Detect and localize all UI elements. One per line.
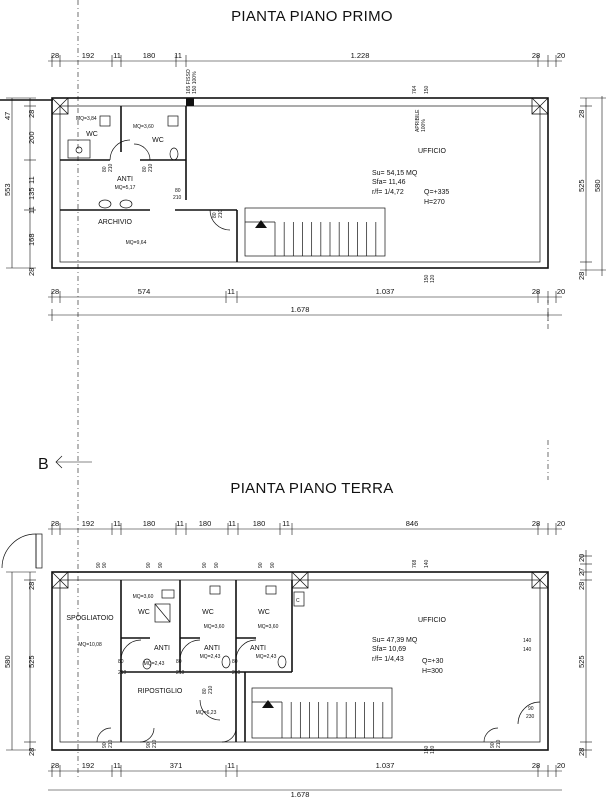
svg-text:Q=+335: Q=+335 xyxy=(424,189,450,196)
svg-text:150: 150 xyxy=(424,85,430,94)
svg-text:768: 768 xyxy=(412,559,418,568)
entrance-door xyxy=(2,534,42,568)
svg-text:28: 28 xyxy=(577,109,586,118)
svg-text:80: 80 xyxy=(176,659,182,665)
svg-text:MQ=3,60: MQ=3,60 xyxy=(203,624,225,630)
svg-text:MQ=10,08: MQ=10,08 xyxy=(78,642,102,648)
dimension-line-left-first-floor xyxy=(3,98,36,276)
svg-text:210: 210 xyxy=(118,670,127,676)
dimension-line-right-ground-floor xyxy=(577,550,592,758)
svg-text:210: 210 xyxy=(176,670,185,676)
svg-text:525: 525 xyxy=(577,655,586,668)
svg-text:11: 11 xyxy=(227,287,235,296)
svg-text:210: 210 xyxy=(173,195,182,201)
svg-text:1.228: 1.228 xyxy=(350,51,370,60)
svg-text:200: 200 xyxy=(27,131,36,144)
svg-text:11: 11 xyxy=(113,519,121,528)
svg-text:165 FISSO: 165 FISSO xyxy=(186,69,192,94)
svg-text:210: 210 xyxy=(148,163,154,172)
svg-text:11: 11 xyxy=(227,761,235,770)
svg-text:SPOGLIATOIO: SPOGLIATOIO xyxy=(66,615,114,622)
dimension-line-bottom-first-floor xyxy=(48,287,565,321)
svg-text:150: 150 xyxy=(424,745,430,754)
svg-text:28: 28 xyxy=(531,519,541,528)
svg-text:WC: WC xyxy=(86,131,98,138)
svg-text:MQ=3,60: MQ=3,60 xyxy=(257,624,279,630)
svg-text:Sfa= 10,69: Sfa= 10,69 xyxy=(372,646,407,653)
svg-text:90: 90 xyxy=(102,562,108,568)
svg-text:1.678: 1.678 xyxy=(290,790,310,799)
svg-text:MQ=3,84: MQ=3,84 xyxy=(76,116,97,122)
room-data-ground-floor xyxy=(372,637,444,675)
stairs-ground-floor xyxy=(262,700,383,738)
svg-text:120: 120 xyxy=(430,745,436,754)
svg-text:28: 28 xyxy=(27,747,36,756)
svg-text:11: 11 xyxy=(282,519,290,528)
svg-text:180: 180 xyxy=(142,51,156,60)
svg-text:764: 764 xyxy=(412,85,418,94)
svg-text:1.037: 1.037 xyxy=(375,761,395,770)
svg-text:210: 210 xyxy=(152,739,158,748)
section-marker-b xyxy=(38,456,92,473)
svg-text:20: 20 xyxy=(556,519,566,528)
svg-text:525: 525 xyxy=(577,179,586,192)
svg-text:MQ=5,17: MQ=5,17 xyxy=(114,185,136,191)
svg-text:Su= 54,15 MQ: Su= 54,15 MQ xyxy=(372,170,418,177)
svg-text:r/f= 1/4,72: r/f= 1/4,72 xyxy=(372,189,404,196)
svg-text:80: 80 xyxy=(142,166,148,172)
room-labels-ground-floor xyxy=(66,594,446,716)
dimension-line-bottom-ground-floor xyxy=(48,761,565,799)
svg-text:B: B xyxy=(38,456,49,473)
svg-text:MQ=6,23: MQ=6,23 xyxy=(195,710,217,716)
svg-text:WC: WC xyxy=(258,609,270,616)
svg-text:580: 580 xyxy=(593,179,602,192)
svg-text:WC: WC xyxy=(138,609,150,616)
svg-text:28: 28 xyxy=(50,761,60,770)
first-floor-walls xyxy=(0,98,548,268)
svg-text:28: 28 xyxy=(531,51,541,60)
svg-text:168: 168 xyxy=(27,233,36,246)
dimension-line-top xyxy=(48,51,565,67)
svg-text:90: 90 xyxy=(158,562,164,568)
svg-text:MQ=2,43: MQ=2,43 xyxy=(199,654,221,660)
svg-text:28: 28 xyxy=(577,581,586,590)
svg-text:140: 140 xyxy=(424,559,430,568)
room-data-first-floor xyxy=(372,170,449,206)
svg-text:11: 11 xyxy=(27,176,36,184)
svg-text:ANTI: ANTI xyxy=(117,176,133,183)
svg-text:ARCHIVIO: ARCHIVIO xyxy=(98,219,132,226)
svg-text:RIPOSTIGLIO: RIPOSTIGLIO xyxy=(137,688,183,695)
svg-text:90: 90 xyxy=(146,562,152,568)
stair-arrow xyxy=(255,220,267,228)
svg-text:28: 28 xyxy=(50,51,60,60)
svg-text:WC: WC xyxy=(152,137,164,144)
svg-text:28: 28 xyxy=(27,581,36,590)
svg-text:28: 28 xyxy=(27,109,36,118)
svg-text:47: 47 xyxy=(3,111,12,120)
svg-text:90: 90 xyxy=(102,742,108,748)
svg-text:371: 371 xyxy=(169,761,183,770)
svg-text:28: 28 xyxy=(50,287,60,296)
svg-text:210: 210 xyxy=(108,163,114,172)
dimension-line-top-ground-floor xyxy=(48,519,565,535)
svg-text:90: 90 xyxy=(258,562,264,568)
svg-text:28: 28 xyxy=(531,761,541,770)
svg-text:WC: WC xyxy=(202,609,214,616)
svg-text:180: 180 xyxy=(142,519,156,528)
svg-text:150 100%: 150 100% xyxy=(192,71,198,94)
svg-text:210: 210 xyxy=(496,739,502,748)
svg-text:150: 150 xyxy=(424,274,430,283)
svg-text:H=300: H=300 xyxy=(422,668,443,675)
svg-text:192: 192 xyxy=(81,519,95,528)
svg-text:20: 20 xyxy=(556,51,566,60)
svg-text:APRIBILE: APRIBILE xyxy=(415,109,421,132)
svg-text:11: 11 xyxy=(174,51,182,60)
svg-text:580: 580 xyxy=(3,655,12,668)
svg-text:11: 11 xyxy=(113,761,121,770)
svg-text:210: 210 xyxy=(232,670,241,676)
plan-title-first-floor: PIANTA PIANO PRIMO xyxy=(231,8,393,25)
svg-text:90: 90 xyxy=(270,562,276,568)
svg-text:210: 210 xyxy=(108,739,114,748)
svg-text:20: 20 xyxy=(556,287,566,296)
svg-text:120: 120 xyxy=(430,274,436,283)
svg-text:1.037: 1.037 xyxy=(375,287,395,296)
svg-text:MQ=2,43: MQ=2,43 xyxy=(143,661,165,667)
opening-annotations-ground-floor xyxy=(96,559,535,754)
svg-text:27: 27 xyxy=(577,567,586,576)
svg-text:90: 90 xyxy=(490,742,496,748)
svg-text:100%: 100% xyxy=(421,119,427,132)
svg-text:28: 28 xyxy=(531,287,541,296)
svg-text:28: 28 xyxy=(27,267,36,276)
svg-text:Q=+30: Q=+30 xyxy=(422,658,444,665)
svg-text:80: 80 xyxy=(102,166,108,172)
svg-text:1.678: 1.678 xyxy=(290,305,310,314)
svg-text:574: 574 xyxy=(137,287,151,296)
svg-text:180: 180 xyxy=(198,519,212,528)
svg-text:80: 80 xyxy=(232,659,238,665)
svg-text:80: 80 xyxy=(118,659,124,665)
stair-arrow xyxy=(262,700,274,708)
svg-text:80: 80 xyxy=(212,212,218,218)
svg-text:140: 140 xyxy=(523,638,532,644)
svg-text:Su= 47,39 MQ: Su= 47,39 MQ xyxy=(372,637,418,644)
dimension-line-right-first-floor xyxy=(577,96,606,280)
stairs-first-floor xyxy=(255,220,376,256)
svg-text:UFFICIO: UFFICIO xyxy=(418,617,446,624)
svg-text:525: 525 xyxy=(27,655,36,668)
svg-text:11: 11 xyxy=(27,206,36,214)
svg-text:28: 28 xyxy=(577,747,586,756)
svg-text:846: 846 xyxy=(405,519,419,528)
svg-text:ANTI: ANTI xyxy=(250,645,266,652)
svg-text:ANTI: ANTI xyxy=(154,645,170,652)
svg-text:553: 553 xyxy=(3,183,12,196)
svg-text:135: 135 xyxy=(27,187,36,200)
svg-text:MQ=3,60: MQ=3,60 xyxy=(132,594,154,600)
svg-text:90: 90 xyxy=(528,706,534,712)
svg-text:MQ=9,64: MQ=9,64 xyxy=(125,240,147,246)
svg-text:230: 230 xyxy=(526,714,535,720)
svg-text:UFFICIO: UFFICIO xyxy=(418,148,446,155)
svg-text:H=270: H=270 xyxy=(424,199,445,206)
svg-text:140: 140 xyxy=(523,647,532,653)
svg-text:r/f= 1/4,43: r/f= 1/4,43 xyxy=(372,656,404,663)
svg-text:180: 180 xyxy=(252,519,266,528)
svg-text:210: 210 xyxy=(218,209,224,218)
svg-text:80: 80 xyxy=(175,188,181,194)
svg-text:MQ=3,60: MQ=3,60 xyxy=(133,124,154,130)
svg-text:C: C xyxy=(296,598,300,604)
svg-text:90: 90 xyxy=(146,742,152,748)
svg-text:11: 11 xyxy=(176,519,184,528)
svg-text:192: 192 xyxy=(81,51,95,60)
svg-text:28: 28 xyxy=(577,271,586,280)
svg-text:192: 192 xyxy=(81,761,95,770)
svg-text:90: 90 xyxy=(202,562,208,568)
svg-text:20: 20 xyxy=(556,761,566,770)
svg-text:90: 90 xyxy=(96,562,102,568)
plan-title-ground-floor: PIANTA PIANO TERRA xyxy=(230,480,394,497)
svg-text:Sfa= 11,46: Sfa= 11,46 xyxy=(372,179,406,186)
svg-text:90: 90 xyxy=(214,562,220,568)
svg-text:MQ=2,43: MQ=2,43 xyxy=(255,654,277,660)
svg-text:80: 80 xyxy=(202,688,208,694)
svg-text:ANTI: ANTI xyxy=(204,645,220,652)
svg-text:11: 11 xyxy=(228,519,236,528)
svg-text:11: 11 xyxy=(113,51,121,60)
svg-text:210: 210 xyxy=(208,685,214,694)
dimension-line-left-ground-floor xyxy=(3,572,36,756)
svg-text:28: 28 xyxy=(50,519,60,528)
svg-text:20: 20 xyxy=(577,553,586,562)
